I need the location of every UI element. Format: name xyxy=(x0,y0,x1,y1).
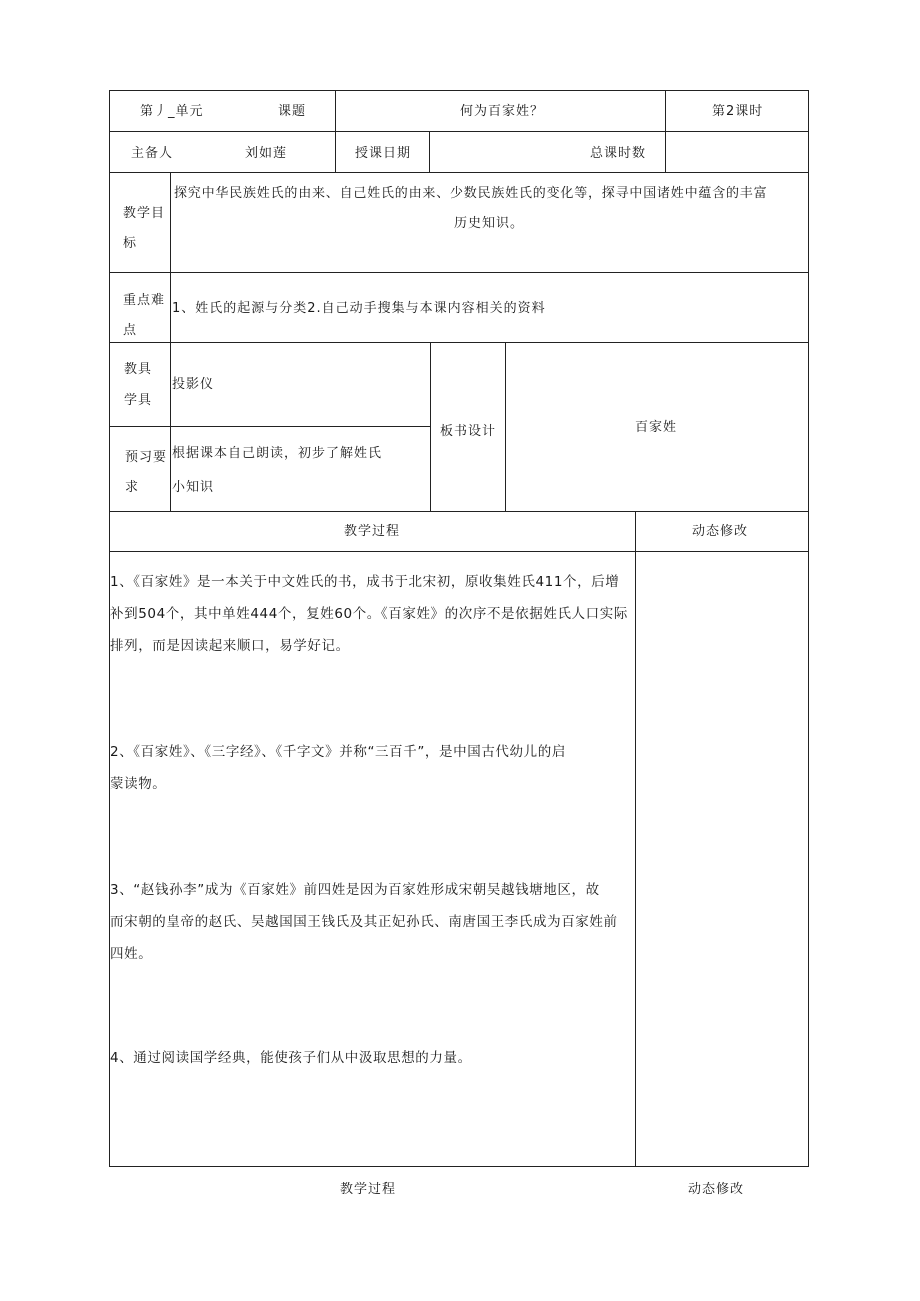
rule xyxy=(109,511,809,512)
date-label: 授课日期 xyxy=(355,146,412,161)
goals-text: 历史知识。 xyxy=(454,216,525,231)
rule xyxy=(109,426,431,427)
tools-text: 投影仪 xyxy=(172,377,215,392)
rule xyxy=(665,90,666,131)
prep-text: 根据课本自己朗读，初步了解姓氏 xyxy=(172,446,383,461)
rule xyxy=(109,131,809,132)
process-header: 教学过程 xyxy=(344,524,401,539)
process-line: 蒙读物。 xyxy=(110,776,167,792)
prep-text: 小知识 xyxy=(172,480,215,495)
process-item-2 xyxy=(110,736,634,800)
lesson-number: 第2课时 xyxy=(712,104,764,119)
lesson-title: 何为百家姓？ xyxy=(460,104,545,119)
footer-process-label: 教学过程 xyxy=(340,1182,397,1197)
process-line: 4、通过阅读国学经典，能使孩子们从中汲取思想的力量。 xyxy=(110,1050,472,1066)
revise-header: 动态修改 xyxy=(692,524,749,539)
rule xyxy=(665,131,666,172)
process-line: 四姓。 xyxy=(110,946,153,962)
rule xyxy=(109,172,809,173)
rule xyxy=(635,511,636,1167)
rule xyxy=(109,551,809,552)
board-label: 板书设计 xyxy=(440,424,497,439)
process-line: 3、“赵钱孙李”成为《百家姓》前四姓是因为百家姓形成宋朝吴越钱塘地区，故 xyxy=(110,882,600,898)
preparer-label: 主备人 xyxy=(131,146,174,161)
focus-text: 1、姓氏的起源与分类2.自己动手搜集与本课内容相关的资料 xyxy=(172,301,546,316)
process-line: 排列，而是因读起来顺口，易学好记。 xyxy=(110,638,350,654)
process-item-4 xyxy=(110,1042,634,1074)
unit-label: 第丿_单元 xyxy=(140,104,204,119)
process-line: 1、《百家姓》是一本关于中文姓氏的书，成书于北宋初，原收集姓氏411个，后增 xyxy=(110,574,620,590)
process-line: 而宋朝的皇帝的赵氏、吴越国国王钱氏及其正妃孙氏、南唐国王李氏成为百家姓前 xyxy=(110,914,618,930)
goals-text: 探究中华民族姓氏的由来、自己姓氏的由来、少数民族姓氏的变化等，探寻中国诸姓中蕴含的丰富 xyxy=(174,186,768,201)
rule xyxy=(429,131,430,172)
focus-label: 点 xyxy=(123,323,138,338)
preparer-name: 刘如莲 xyxy=(245,146,288,161)
goals-label: 标 xyxy=(123,236,138,251)
board-text: 百家姓 xyxy=(635,420,678,435)
process-item-3 xyxy=(110,874,634,970)
rule xyxy=(505,342,506,511)
process-item-1 xyxy=(110,566,634,662)
rule xyxy=(109,342,809,343)
topic-label: 课题 xyxy=(278,104,307,119)
tools-label: 教具 xyxy=(124,362,153,377)
goals-label: 教学目 xyxy=(123,206,166,221)
footer-revise-label: 动态修改 xyxy=(688,1182,745,1197)
process-line: 补到504个，其中单姓444个，复姓60个。《百家姓》的次序不是依据姓氏人口实际 xyxy=(110,606,628,622)
tools-label: 学具 xyxy=(124,393,153,408)
prep-label: 求 xyxy=(125,480,140,495)
focus-label: 重点难 xyxy=(123,293,166,308)
rule xyxy=(109,272,809,273)
rule xyxy=(109,1166,809,1167)
process-line: 2、《百家姓》、《三字经》、《千字文》并称“三百千”，是中国古代幼儿的启 xyxy=(110,744,566,760)
rule xyxy=(430,342,431,511)
rule xyxy=(109,90,809,91)
rule xyxy=(808,90,809,1167)
prep-label: 预习要 xyxy=(125,450,168,465)
rule xyxy=(170,172,171,511)
rule xyxy=(335,90,336,172)
total-hours-label: 总课时数 xyxy=(590,146,647,161)
